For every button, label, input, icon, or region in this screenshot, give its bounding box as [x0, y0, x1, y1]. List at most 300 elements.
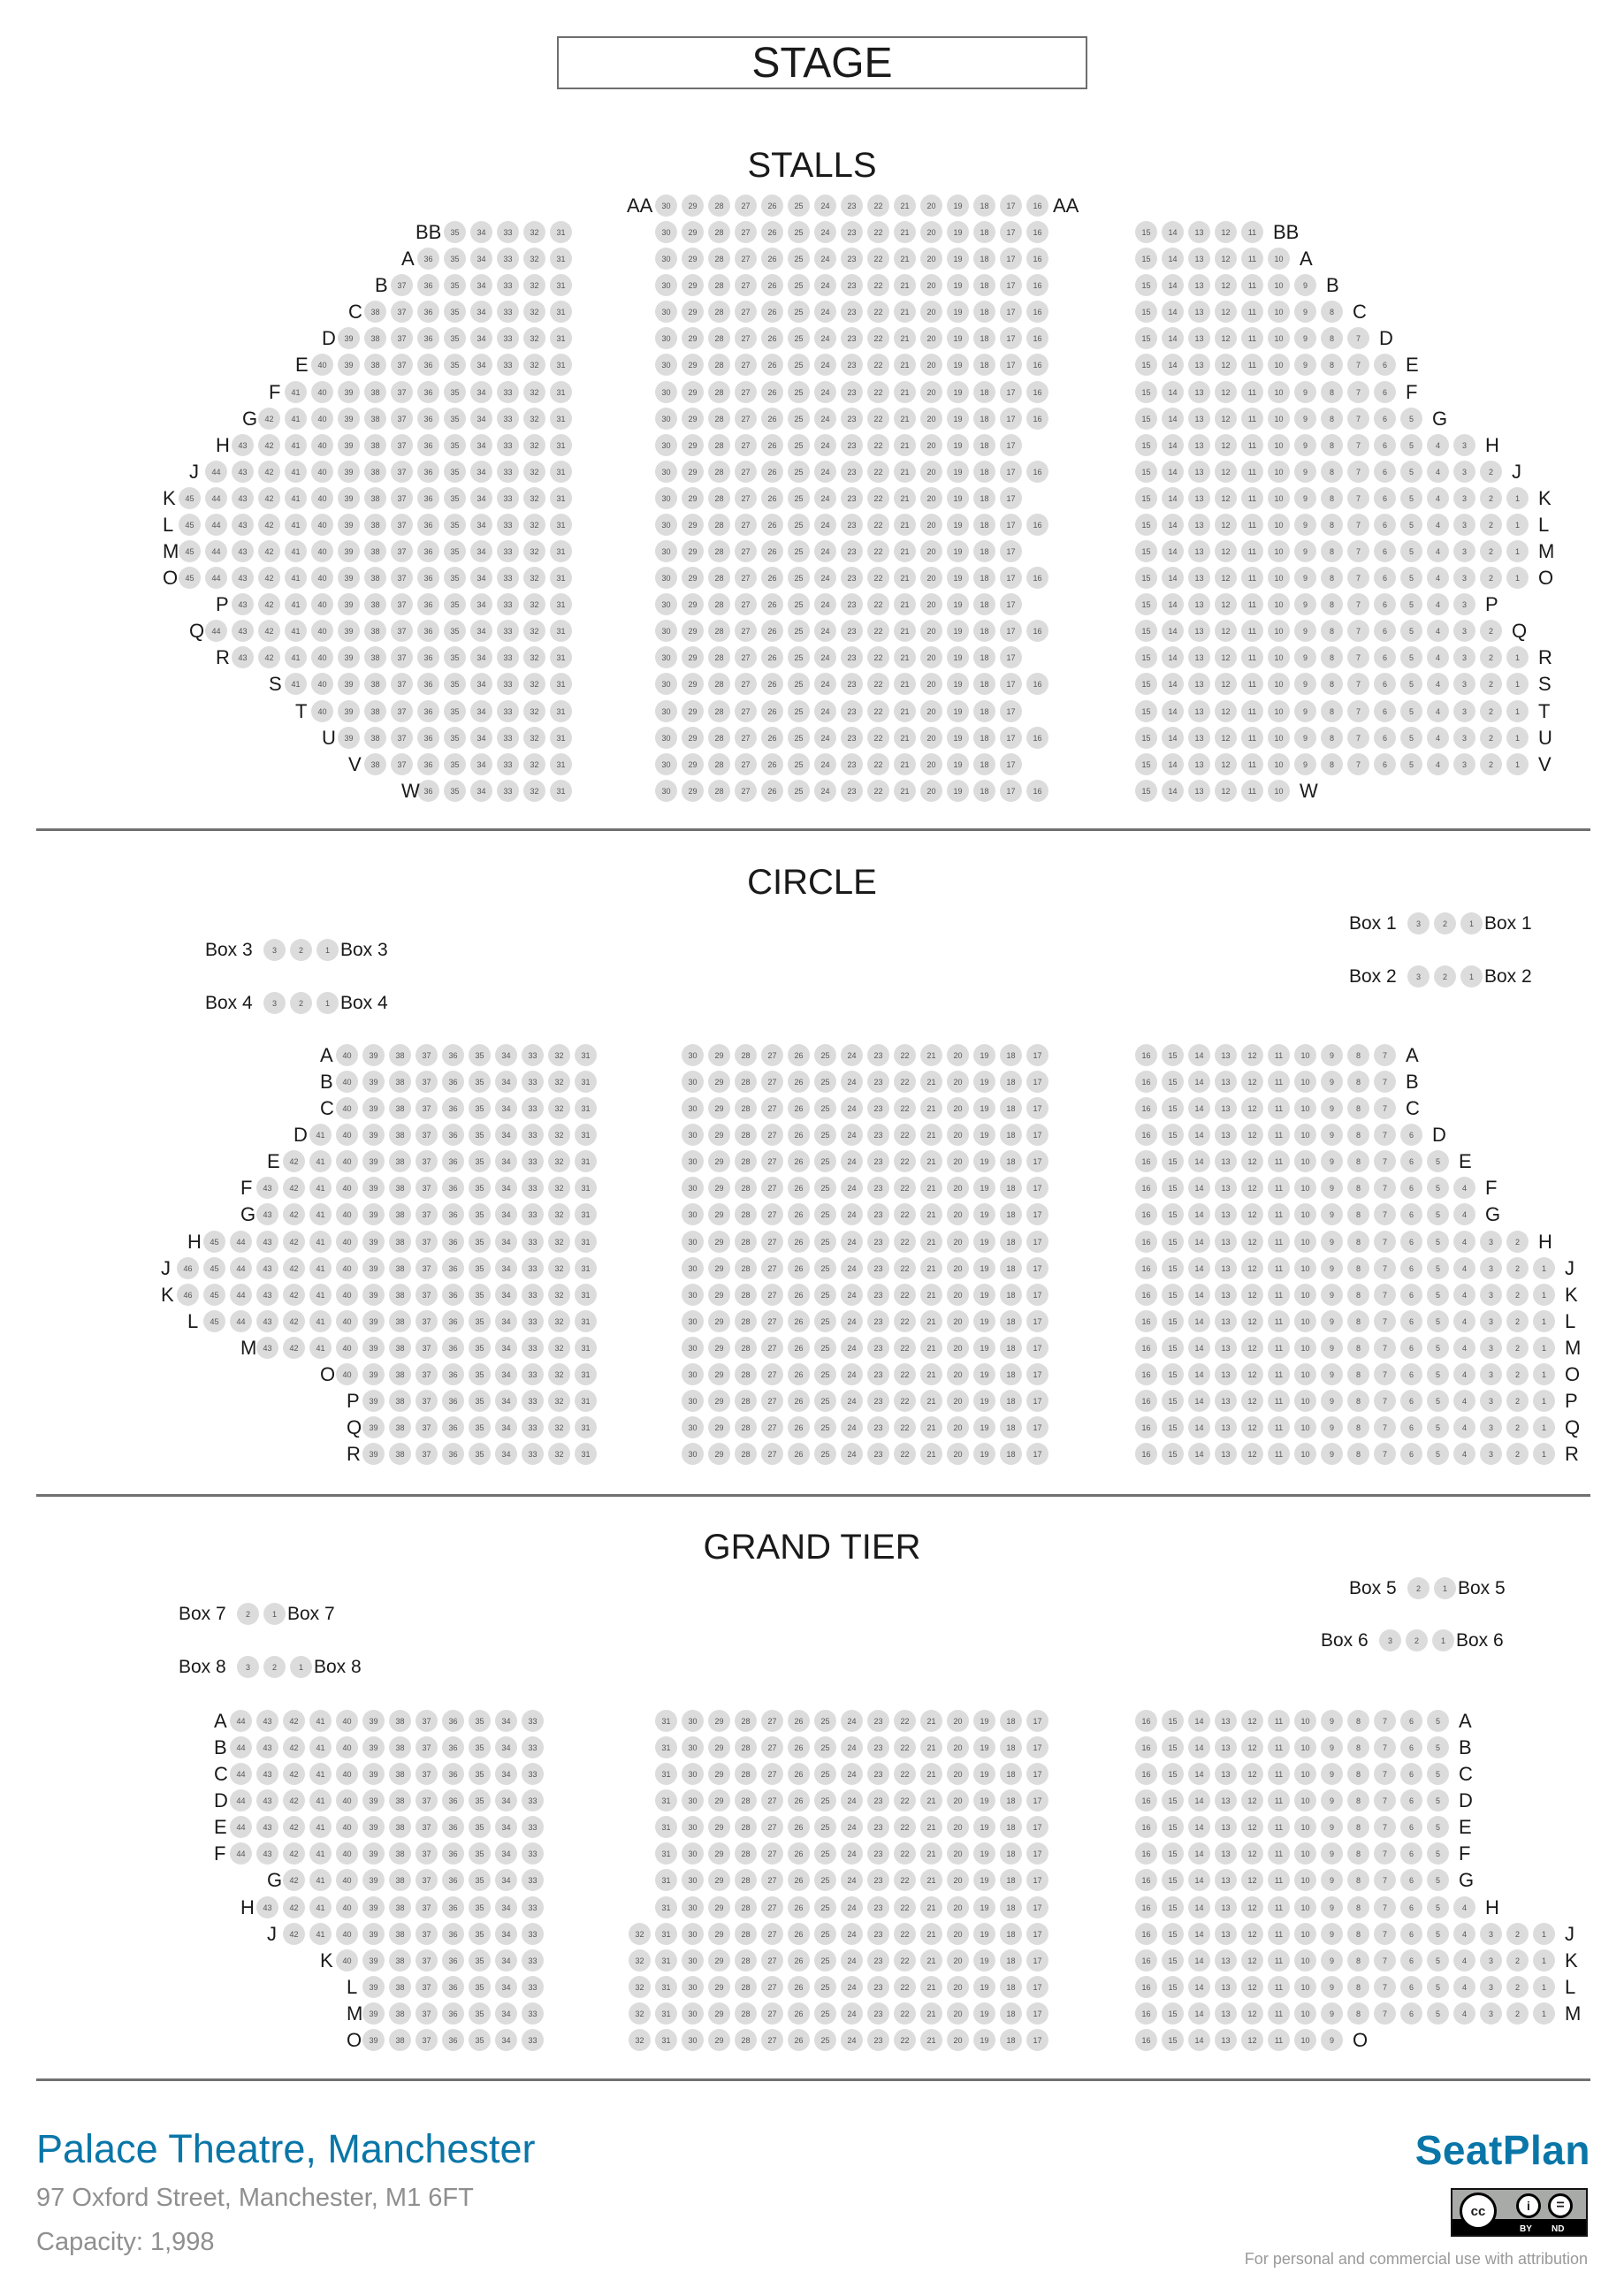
seat[interactable]: 25 [788, 540, 810, 562]
seat[interactable]: 9 [1321, 1763, 1343, 1785]
seat[interactable]: 29 [682, 487, 704, 509]
seat[interactable]: 36 [442, 1949, 464, 1971]
seat[interactable]: 26 [761, 567, 783, 589]
seat[interactable]: 11 [1241, 514, 1263, 536]
seat[interactable]: 38 [364, 567, 386, 589]
seat[interactable]: 12 [1241, 1789, 1263, 1811]
seat[interactable]: 9 [1321, 1390, 1343, 1412]
seat[interactable]: 36 [417, 248, 439, 270]
seat[interactable]: 21 [894, 540, 916, 562]
seat[interactable]: 9 [1321, 1363, 1343, 1385]
seat[interactable]: 10 [1294, 1789, 1316, 1811]
seat[interactable]: 19 [947, 487, 969, 509]
seat[interactable]: 1 [1506, 727, 1529, 749]
seat[interactable]: 19 [947, 727, 969, 749]
seat[interactable]: 38 [364, 461, 386, 483]
seat[interactable]: 43 [232, 593, 254, 615]
seat[interactable]: 19 [973, 1097, 995, 1119]
seat[interactable]: 30 [682, 1124, 704, 1146]
seat[interactable]: 35 [444, 221, 466, 243]
seat[interactable]: 28 [708, 354, 730, 376]
seat[interactable]: 28 [735, 1071, 757, 1093]
seat[interactable]: 37 [416, 1949, 438, 1971]
seat[interactable]: 37 [391, 381, 413, 403]
seat[interactable]: 23 [867, 1923, 889, 1945]
seat[interactable]: 23 [841, 221, 863, 243]
seat[interactable]: 36 [417, 354, 439, 376]
seat[interactable]: 16 [1135, 2029, 1157, 2051]
seat[interactable]: 43 [256, 1816, 278, 1838]
seat[interactable]: 33 [497, 381, 519, 403]
seat[interactable]: 32 [523, 434, 545, 456]
seat[interactable]: 40 [336, 1949, 358, 1971]
seat[interactable]: 37 [416, 2002, 438, 2025]
seat[interactable]: 28 [735, 1789, 757, 1811]
seat[interactable]: 24 [814, 620, 836, 642]
seat[interactable]: 33 [497, 753, 519, 775]
seat[interactable]: 2 [1480, 673, 1502, 695]
seat[interactable]: 17 [1026, 1869, 1048, 1891]
seat[interactable]: 33 [497, 646, 519, 668]
seat[interactable]: 32 [548, 1390, 570, 1412]
seat[interactable]: 40 [311, 673, 333, 695]
seat[interactable]: 38 [364, 646, 386, 668]
seat[interactable]: 12 [1241, 1842, 1263, 1865]
seat[interactable]: 33 [522, 1869, 544, 1891]
seat[interactable]: 10 [1268, 540, 1290, 562]
seat[interactable]: 1 [1460, 965, 1483, 988]
seat[interactable]: 24 [841, 1789, 863, 1811]
seat[interactable]: 19 [947, 408, 969, 430]
seat[interactable]: 43 [256, 1203, 278, 1225]
seat[interactable]: 13 [1188, 408, 1210, 430]
seat[interactable]: 26 [788, 1071, 810, 1093]
seat[interactable]: 5 [1427, 1337, 1449, 1359]
seat[interactable]: 34 [495, 2029, 517, 2051]
seat[interactable]: 19 [947, 753, 969, 775]
seat[interactable]: 39 [362, 1416, 385, 1438]
seat[interactable]: 20 [920, 646, 942, 668]
seat[interactable]: 35 [444, 646, 466, 668]
seat[interactable]: 38 [364, 593, 386, 615]
seat[interactable]: 25 [788, 727, 810, 749]
seat[interactable]: 15 [1162, 1416, 1184, 1438]
seat[interactable]: 38 [364, 381, 386, 403]
seat[interactable]: 30 [655, 780, 677, 802]
seat[interactable]: 37 [391, 514, 413, 536]
seat[interactable]: 10 [1294, 1231, 1316, 1253]
seat[interactable]: 13 [1188, 727, 1210, 749]
seat[interactable]: 30 [655, 514, 677, 536]
seat[interactable]: 10 [1294, 1124, 1316, 1146]
seat[interactable]: 39 [338, 540, 360, 562]
seat[interactable]: 37 [416, 1044, 438, 1066]
seat[interactable]: 15 [1162, 1177, 1184, 1199]
seat[interactable]: 36 [417, 593, 439, 615]
seat[interactable]: 15 [1135, 301, 1157, 323]
seat[interactable]: 17 [1000, 461, 1022, 483]
seat[interactable]: 7 [1374, 1044, 1396, 1066]
seat[interactable]: 23 [841, 514, 863, 536]
seat[interactable]: 14 [1162, 620, 1184, 642]
seat[interactable]: 27 [761, 1842, 783, 1865]
seat[interactable]: 18 [1000, 1416, 1022, 1438]
seat[interactable]: 10 [1268, 620, 1290, 642]
seat[interactable]: 15 [1135, 221, 1157, 243]
seat[interactable]: 44 [205, 620, 227, 642]
seat[interactable]: 2 [290, 939, 312, 961]
seat[interactable]: 28 [708, 434, 730, 456]
seat[interactable]: 19 [973, 1203, 995, 1225]
seat[interactable]: 10 [1294, 1390, 1316, 1412]
seat[interactable]: 12 [1241, 1231, 1263, 1253]
seat[interactable]: 12 [1241, 1044, 1263, 1066]
seat[interactable]: 32 [548, 1177, 570, 1199]
seat[interactable]: 33 [497, 567, 519, 589]
seat[interactable]: 28 [708, 221, 730, 243]
seat[interactable]: 3 [237, 1656, 259, 1678]
seat[interactable]: 2 [1407, 1577, 1430, 1599]
seat[interactable]: 11 [1241, 646, 1263, 668]
seat[interactable]: 16 [1135, 1443, 1157, 1465]
seat[interactable]: 4 [1427, 461, 1449, 483]
seat[interactable]: 37 [391, 274, 413, 296]
seat[interactable]: 30 [655, 753, 677, 775]
seat[interactable]: 26 [788, 1736, 810, 1758]
seat[interactable]: 38 [364, 753, 386, 775]
seat[interactable]: 35 [469, 1310, 491, 1332]
seat[interactable]: 14 [1188, 1284, 1210, 1306]
seat[interactable]: 10 [1294, 1203, 1316, 1225]
seat[interactable]: 24 [814, 381, 836, 403]
seat[interactable]: 15 [1162, 1923, 1184, 1945]
seat[interactable]: 30 [655, 727, 677, 749]
seat[interactable]: 34 [495, 1923, 517, 1945]
seat[interactable]: 15 [1162, 1710, 1184, 1732]
seat[interactable]: 15 [1135, 700, 1157, 722]
seat[interactable]: 34 [495, 2002, 517, 2025]
seat[interactable]: 6 [1374, 487, 1396, 509]
seat[interactable]: 34 [470, 354, 492, 376]
seat[interactable]: 34 [470, 301, 492, 323]
seat[interactable]: 14 [1188, 2029, 1210, 2051]
seat[interactable]: 9 [1321, 1097, 1343, 1119]
seat[interactable]: 36 [417, 540, 439, 562]
seat[interactable]: 35 [444, 620, 466, 642]
seat[interactable]: 20 [920, 727, 942, 749]
seat[interactable]: 44 [230, 1816, 252, 1838]
seat[interactable]: 15 [1135, 327, 1157, 349]
seat[interactable]: 20 [947, 1390, 969, 1412]
seat[interactable]: 16 [1026, 408, 1048, 430]
seat[interactable]: 27 [761, 1203, 783, 1225]
seat[interactable]: 17 [1000, 381, 1022, 403]
seat[interactable]: 17 [1000, 700, 1022, 722]
seat[interactable]: 22 [894, 1150, 916, 1172]
seat[interactable]: 26 [761, 434, 783, 456]
seat[interactable]: 22 [894, 1363, 916, 1385]
seat[interactable]: 20 [947, 1923, 969, 1945]
seat[interactable]: 40 [311, 700, 333, 722]
seat[interactable]: 20 [920, 434, 942, 456]
seat[interactable]: 44 [230, 1257, 252, 1279]
seat[interactable]: 9 [1294, 567, 1316, 589]
seat[interactable]: 13 [1188, 381, 1210, 403]
seat[interactable]: 15 [1162, 1150, 1184, 1172]
seat[interactable]: 29 [708, 1044, 730, 1066]
seat[interactable]: 23 [867, 2029, 889, 2051]
seat[interactable]: 19 [973, 1150, 995, 1172]
seat[interactable]: 12 [1215, 593, 1237, 615]
seat[interactable]: 10 [1294, 1842, 1316, 1865]
seat[interactable]: 10 [1268, 673, 1290, 695]
seat[interactable]: 31 [655, 1976, 677, 1998]
seat[interactable]: 18 [973, 727, 995, 749]
seat[interactable]: 22 [894, 1071, 916, 1093]
seat[interactable]: 23 [841, 540, 863, 562]
seat[interactable]: 25 [788, 381, 810, 403]
seat[interactable]: 20 [947, 1124, 969, 1146]
seat[interactable]: 17 [1000, 301, 1022, 323]
seat[interactable]: 30 [682, 1071, 704, 1093]
seat[interactable]: 45 [179, 540, 201, 562]
seat[interactable]: 32 [523, 673, 545, 695]
seat[interactable]: 33 [497, 727, 519, 749]
seat[interactable]: 26 [788, 1177, 810, 1199]
seat[interactable]: 38 [389, 1816, 411, 1838]
seat[interactable]: 23 [841, 487, 863, 509]
seat[interactable]: 23 [841, 673, 863, 695]
seat[interactable]: 31 [575, 1150, 597, 1172]
seat[interactable]: 27 [761, 1736, 783, 1758]
seat[interactable]: 37 [391, 646, 413, 668]
seat[interactable]: 25 [814, 1177, 836, 1199]
seat[interactable]: 17 [1026, 1310, 1048, 1332]
seat[interactable]: 19 [973, 1869, 995, 1891]
seat[interactable]: 40 [336, 1284, 358, 1306]
seat[interactable]: 1 [1434, 1577, 1456, 1599]
seat[interactable]: 32 [523, 408, 545, 430]
seat[interactable]: 16 [1026, 327, 1048, 349]
seat[interactable]: 39 [362, 1816, 385, 1838]
seat[interactable]: 29 [682, 646, 704, 668]
seat[interactable]: 15 [1162, 1097, 1184, 1119]
seat[interactable]: 9 [1294, 434, 1316, 456]
seat[interactable]: 19 [973, 1124, 995, 1146]
seat[interactable]: 8 [1347, 1390, 1369, 1412]
seat[interactable]: 36 [442, 1231, 464, 1253]
seat[interactable]: 18 [1000, 1337, 1022, 1359]
seat[interactable]: 10 [1268, 753, 1290, 775]
seat[interactable]: 5 [1400, 434, 1422, 456]
seat[interactable]: 37 [391, 354, 413, 376]
seat[interactable]: 19 [947, 646, 969, 668]
seat[interactable]: 5 [1427, 1284, 1449, 1306]
seat[interactable]: 6 [1400, 1949, 1422, 1971]
seat[interactable]: 2 [1506, 1310, 1529, 1332]
seat[interactable]: 3 [1453, 567, 1475, 589]
seat[interactable]: 8 [1321, 301, 1343, 323]
seat[interactable]: 5 [1427, 1976, 1449, 1998]
seat[interactable]: 33 [522, 1842, 544, 1865]
seat[interactable]: 38 [364, 301, 386, 323]
seat[interactable]: 31 [655, 1789, 677, 1811]
seat[interactable]: 39 [362, 1203, 385, 1225]
seat[interactable]: 8 [1321, 327, 1343, 349]
seat[interactable]: 34 [495, 1044, 517, 1066]
seat[interactable]: 27 [735, 727, 757, 749]
seat[interactable]: 14 [1188, 1231, 1210, 1253]
seat[interactable]: 5 [1427, 1949, 1449, 1971]
seat[interactable]: 33 [497, 620, 519, 642]
seat[interactable]: 17 [1000, 274, 1022, 296]
seat[interactable]: 2 [1434, 912, 1456, 934]
seat[interactable]: 27 [735, 327, 757, 349]
seat[interactable]: 17 [1026, 1390, 1048, 1412]
seat[interactable]: 38 [389, 1443, 411, 1465]
seat[interactable]: 17 [1026, 1842, 1048, 1865]
seat[interactable]: 33 [522, 2029, 544, 2051]
seat[interactable]: 33 [522, 1736, 544, 1758]
seat[interactable]: 12 [1215, 461, 1237, 483]
seat[interactable]: 26 [788, 1231, 810, 1253]
seat[interactable]: 18 [1000, 1842, 1022, 1865]
seat[interactable]: 38 [389, 1869, 411, 1891]
seat[interactable]: 23 [867, 1416, 889, 1438]
seat[interactable]: 26 [788, 1124, 810, 1146]
seat[interactable]: 31 [550, 567, 572, 589]
seat[interactable]: 43 [256, 1710, 278, 1732]
seat[interactable]: 33 [522, 1284, 544, 1306]
seat[interactable]: 14 [1162, 221, 1184, 243]
seat[interactable]: 12 [1241, 2029, 1263, 2051]
seat[interactable]: 27 [761, 1337, 783, 1359]
seat[interactable]: 33 [522, 1071, 544, 1093]
seat[interactable]: 16 [1135, 1124, 1157, 1146]
seat[interactable]: 19 [947, 540, 969, 562]
seat[interactable]: 16 [1026, 248, 1048, 270]
seat[interactable]: 9 [1321, 1896, 1343, 1918]
seat[interactable]: 36 [417, 461, 439, 483]
seat[interactable]: 26 [761, 194, 783, 217]
seat[interactable]: 18 [1000, 1363, 1022, 1385]
seat[interactable]: 11 [1268, 1071, 1290, 1093]
seat[interactable]: 36 [442, 1337, 464, 1359]
seat[interactable]: 34 [495, 1177, 517, 1199]
seat[interactable]: 35 [469, 1736, 491, 1758]
seat[interactable]: 22 [867, 194, 889, 217]
seat[interactable]: 24 [841, 1949, 863, 1971]
seat[interactable]: 26 [761, 646, 783, 668]
seat[interactable]: 35 [469, 1390, 491, 1412]
seat[interactable]: 36 [417, 327, 439, 349]
seat[interactable]: 39 [338, 700, 360, 722]
seat[interactable]: 31 [575, 1310, 597, 1332]
seat[interactable]: 14 [1188, 1923, 1210, 1945]
seat[interactable]: 23 [841, 461, 863, 483]
seat[interactable]: 11 [1241, 567, 1263, 589]
seat[interactable]: 23 [867, 2002, 889, 2025]
seat[interactable]: 5 [1427, 1842, 1449, 1865]
seat[interactable]: 24 [814, 487, 836, 509]
seat[interactable]: 32 [548, 1150, 570, 1172]
seat[interactable]: 39 [362, 1310, 385, 1332]
seat[interactable]: 24 [814, 434, 836, 456]
seat[interactable]: 28 [735, 1710, 757, 1732]
seat[interactable]: 21 [920, 1150, 942, 1172]
seat[interactable]: 29 [708, 1923, 730, 1945]
seat[interactable]: 29 [682, 354, 704, 376]
seat[interactable]: 7 [1374, 1842, 1396, 1865]
seat[interactable]: 2 [1506, 1976, 1529, 1998]
seat[interactable]: 7 [1374, 1416, 1396, 1438]
seat[interactable]: 33 [522, 1976, 544, 1998]
seat[interactable]: 13 [1215, 1710, 1237, 1732]
seat[interactable]: 41 [309, 1177, 332, 1199]
seat[interactable]: 36 [442, 1842, 464, 1865]
seat[interactable]: 8 [1347, 1443, 1369, 1465]
seat[interactable]: 37 [416, 1736, 438, 1758]
seat[interactable]: 3 [1480, 1363, 1502, 1385]
seat[interactable]: 28 [735, 1284, 757, 1306]
seat[interactable]: 36 [442, 1071, 464, 1093]
seat[interactable]: 22 [867, 408, 889, 430]
seat[interactable]: 19 [973, 1736, 995, 1758]
seat[interactable]: 7 [1347, 327, 1369, 349]
seat[interactable]: 15 [1162, 1337, 1184, 1359]
seat[interactable]: 9 [1294, 274, 1316, 296]
seat[interactable]: 33 [497, 673, 519, 695]
seat[interactable]: 39 [362, 1896, 385, 1918]
seat[interactable]: 10 [1268, 274, 1290, 296]
seat[interactable]: 16 [1135, 1284, 1157, 1306]
seat[interactable]: 28 [735, 1124, 757, 1146]
seat[interactable]: 32 [523, 727, 545, 749]
seat[interactable]: 31 [550, 221, 572, 243]
seat[interactable]: 25 [788, 221, 810, 243]
seat[interactable]: 4 [1427, 620, 1449, 642]
seat[interactable]: 40 [336, 1816, 358, 1838]
seat[interactable]: 7 [1347, 753, 1369, 775]
seat[interactable]: 31 [655, 1896, 677, 1918]
seat[interactable]: 33 [522, 1337, 544, 1359]
seat[interactable]: 44 [230, 1789, 252, 1811]
seat[interactable]: 11 [1268, 1923, 1290, 1945]
seat[interactable]: 16 [1135, 1097, 1157, 1119]
seat[interactable]: 4 [1453, 2002, 1475, 2025]
seat[interactable]: 22 [894, 1736, 916, 1758]
seat[interactable]: 12 [1241, 1150, 1263, 1172]
seat[interactable]: 19 [973, 2029, 995, 2051]
seat[interactable]: 30 [655, 487, 677, 509]
seat[interactable]: 18 [973, 221, 995, 243]
seat[interactable]: 23 [841, 593, 863, 615]
seat[interactable]: 32 [548, 1337, 570, 1359]
seat[interactable]: 27 [735, 540, 757, 562]
seat[interactable]: 17 [1000, 673, 1022, 695]
seat[interactable]: 39 [362, 1071, 385, 1093]
seat[interactable]: 37 [416, 1337, 438, 1359]
seat[interactable]: 19 [947, 327, 969, 349]
seat[interactable]: 24 [841, 1710, 863, 1732]
seat[interactable]: 21 [894, 727, 916, 749]
seat[interactable]: 44 [230, 1763, 252, 1785]
seat[interactable]: 33 [522, 1923, 544, 1945]
seat[interactable]: 1 [316, 939, 339, 961]
seat[interactable]: 27 [735, 274, 757, 296]
seat[interactable]: 26 [788, 1097, 810, 1119]
seat[interactable]: 32 [523, 381, 545, 403]
